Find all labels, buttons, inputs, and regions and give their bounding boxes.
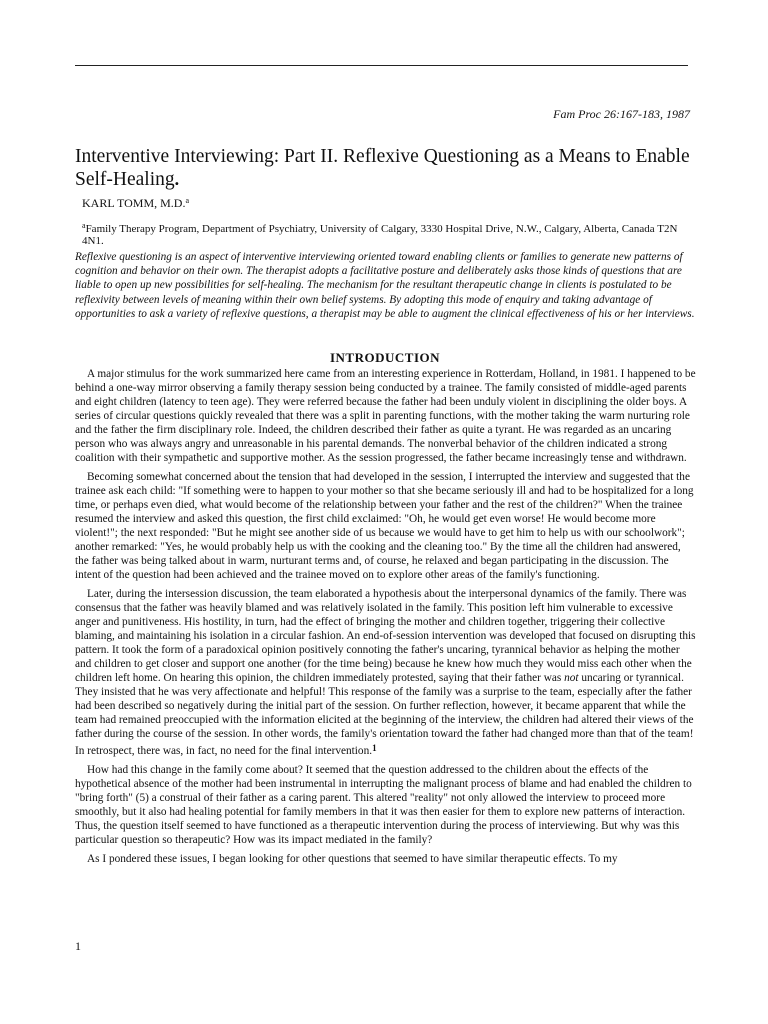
footnote-ref-1: 1	[372, 743, 377, 753]
paragraph-4: How had this change in the family come about? It seemed that the question addressed to the children about the effects of the hypothetical absence of the mother had been instrumental in interrupting the malignant process of blame and had enabled the children to "bring forth" (5) a construal of their father as a caring parent. This altered "reality" not only allowed the interview to proceed more smoothly, but it also had healing potential for family members in that it was then easier for them to explore new patterns of interaction. Thus, the question itself seemed to have functioned as a therapeutic intervention during the process of interviewing. But why was this particular question so therapeutic? How was its impact mediated in the family?	[75, 764, 692, 846]
emphasis-not: not	[564, 672, 579, 684]
author-footnote-mark: a	[185, 196, 190, 205]
paragraph-5: As I pondered these issues, I began looking for other questions that seemed to have similar therapeutic effects. To my	[87, 853, 618, 865]
affiliation	[82, 220, 692, 247]
title-dot: .	[174, 169, 180, 189]
paragraph-3-part-b: uncaring or tyrannical. They insisted that he was very affectionate and helpful! This response of the family was a surprise to the team, especially after the father had been described so negatively during the initial part of the session. On further reflection, however, it became apparent that while the team had remained preoccupied with the information elicited at the beginning of the interview, the children had altered their views of the father during the course of the session. In other words, the family's orientation toward the father had changed more than that of the team! In retrospect, there was, in fact, no need for the final intervention.	[75, 672, 694, 757]
paragraph-3-part-a: Later, during the intersession discussion, the team elaborated a hypothesis about the interpersonal dynamics of the family. There was consensus that the father was heavily blamed and was relatively isolated in the family. This position left him vulnerable to excessive anger and punitiveness. His hostility, in turn, had the effect of bringing the mother and children together, triggering their collective blaming, and maintaining his isolation in a circular fashion. An end-of-session intervention was developed that focused on disrupting this pattern. It took the form of a paradoxical opinion positively connoting the father's uncaring, tyrannical behavior as helping the mother and children to get closer and support one another (for the time being) because he knew how much they would miss each other when the children left home. On hearing this opinion, the children immediately protested, saying that their father was	[75, 588, 696, 684]
journal-citation: Fam Proc 26:167-183, 1987	[553, 107, 690, 121]
affiliation-mark: a	[82, 221, 86, 230]
header-rule	[75, 65, 688, 66]
affiliation-text: Family Therapy Program, Department of Psychiatry, University of Calgary, 3330 Hospital Drive, N.W., Calgary, Alberta, Canada T2N 4N1.	[82, 223, 678, 247]
paper-title	[75, 145, 695, 191]
paragraph-3	[75, 587, 697, 758]
paper-title-text: Interventive Interviewing: Part II. Reflexive Questioning as a Means to Enable Self-Healing	[75, 146, 690, 190]
body-text	[75, 367, 697, 871]
abstract: Reflexive questioning is an aspect of interventive interviewing oriented toward enabling clients or families to generate new patterns of cognition and behavior on their own. The therapist adopts a facilitative posture and deliberately asks those kinds of questions that are liable to open up new possibilities for self-healing. The mechanism for the resultant therapeutic change in clients is postulated to be reflexivity between levels of meaning within their own belief systems. By adopting this mode of enquiry and taking advantage of opportunities to ask a variety of reflexive questions, a therapist may be able to augment the clinical effectiveness of his or her interviews.	[75, 251, 695, 320]
author-line	[82, 196, 189, 211]
page-number: 1	[75, 939, 81, 953]
paragraph-1: A major stimulus for the work summarized here came from an interesting experience in Rotterdam, Holland, in 1981. I happened to be behind a one-way mirror observing a family therapy session being conducted by a trainee. The family consisted of middle-aged parents and eight children (latency to teen age). They were referred because the father had been unduly violent in disciplining the older boys. A series of circular questions quickly revealed that there was a split in parenting functions, with the mother taking the warm nurturing role and the father the firm disciplinary role. Indeed, the children described their father as quite a tyrant. He was regarded as an uncaring person who was always angry and unreasonable in his parental demands. The nonverbal behavior of the children indicated a strong coalition with their sympathetic and supportive mother. As the session progressed, the father became increasingly tense and withdrawn.	[75, 368, 696, 464]
section-heading-introduction: INTRODUCTION	[329, 350, 440, 365]
author-name: KARL TOMM, M.D.	[82, 196, 186, 210]
paragraph-2: Becoming somewhat concerned about the tension that had developed in the session, I interrupted the interview and suggested that the trainee ask each child: "If something were to happen to your mother so that she became seriously ill and had to be hospitalized for a long time, or perhaps even died, what would become of the relationship between your father and the rest of the children?" When the trainee resumed the interview and asked this question, the first child exclaimed: "Oh, he would get even worse! He would become more violent!"; the next responded: "But he might see another side of us because we would have to get him to help us with our schoolwork"; another remarked: "Yes, he would probably help us with the cooking and the cleaning too." By the time all the children had answered, the father was being talked about in warm, nurturant terms and, of course, he relaxed and began participating in the discussion. The intent of the question had been achieved and the trainee moved on to explore other areas of the family's functioning.	[75, 471, 694, 581]
